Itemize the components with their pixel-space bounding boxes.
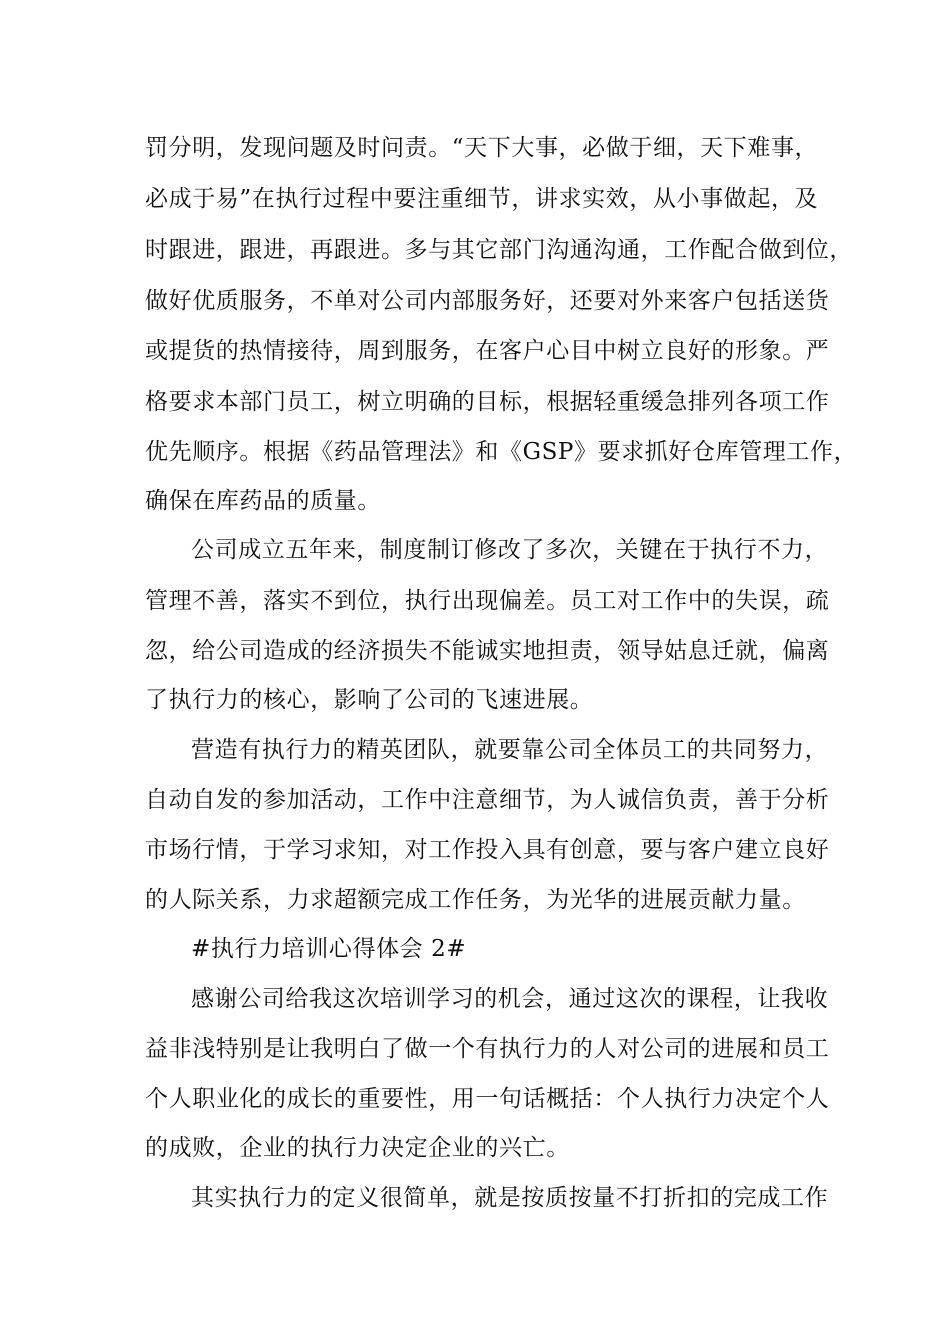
text-line: 优先顺序。根据《药品管理法》和《GSP》要求抓好仓库管理工作， [145,439,858,465]
text-line: 或提货的热情接待，周到服务，在客户心目中树立良好的形象。严 [145,338,830,364]
paragraph-first-line: 感谢公司给我这次培训学习的机会，通过这次的课程，让我收 [191,986,829,1012]
text-line: 益非浅特别是让我明白了做一个有执行力的人对公司的进展和员工 [145,1036,830,1062]
text-line: 做好优质服务，不单对公司内部服务好，还要对外来客户包括送货 [145,288,830,314]
text-line: 了执行力的核心，影响了公司的飞速进展。 [145,687,594,713]
text-line: 的人际关系，力求超额完成工作任务，为光华的进展贡献力量。 [145,887,806,913]
text-line: 个人职业化的成长的重要性，用一句话概括：个人执行力决定个人 [145,1086,830,1112]
text-line: 市场行情，于学习求知，对工作投入具有创意，要与客户建立良好 [145,837,830,863]
text-line: 时跟进，跟进，再跟进。多与其它部门沟通沟通，工作配合做到位， [145,237,853,263]
paragraph-first-line: 公司成立五年来，制度制订修改了多次，关键在于执行不力， [191,537,829,563]
paragraph-first-line: 其实执行力的定义很简单，就是按质按量不打折扣的完成工作 [191,1185,829,1211]
text-line: 确保在库药品的质量。 [145,488,381,514]
text-line: 的成败，企业的执行力决定企业的兴亡。 [145,1135,570,1161]
text-line: 罚分明，发现问题及时问责。“天下大事，必做于细，天下难事， [145,135,819,161]
text-line: 忽，给公司造成的经济损失不能诚实地担责，领导姑息迁就，偏离 [145,638,830,664]
text-line: 管理不善，落实不到位，执行出现偏差。员工对工作中的失误，疏 [145,588,830,614]
text-line: 自动自发的参加活动，工作中注意细节，为人诚信负责，善于分析 [145,787,830,813]
text-line: 格要求本部门员工，树立明确的目标，根据轻重缓急排列各项工作 [145,389,830,415]
paragraph-first-line: 营造有执行力的精英团队，就要靠公司全体员工的共同努力， [191,737,829,763]
section-heading: #执行力培训心得体会 2# [191,936,467,962]
text-line: 必成于易”在执行过程中要注重细节，讲求实效，从小事做起，及 [145,186,819,212]
